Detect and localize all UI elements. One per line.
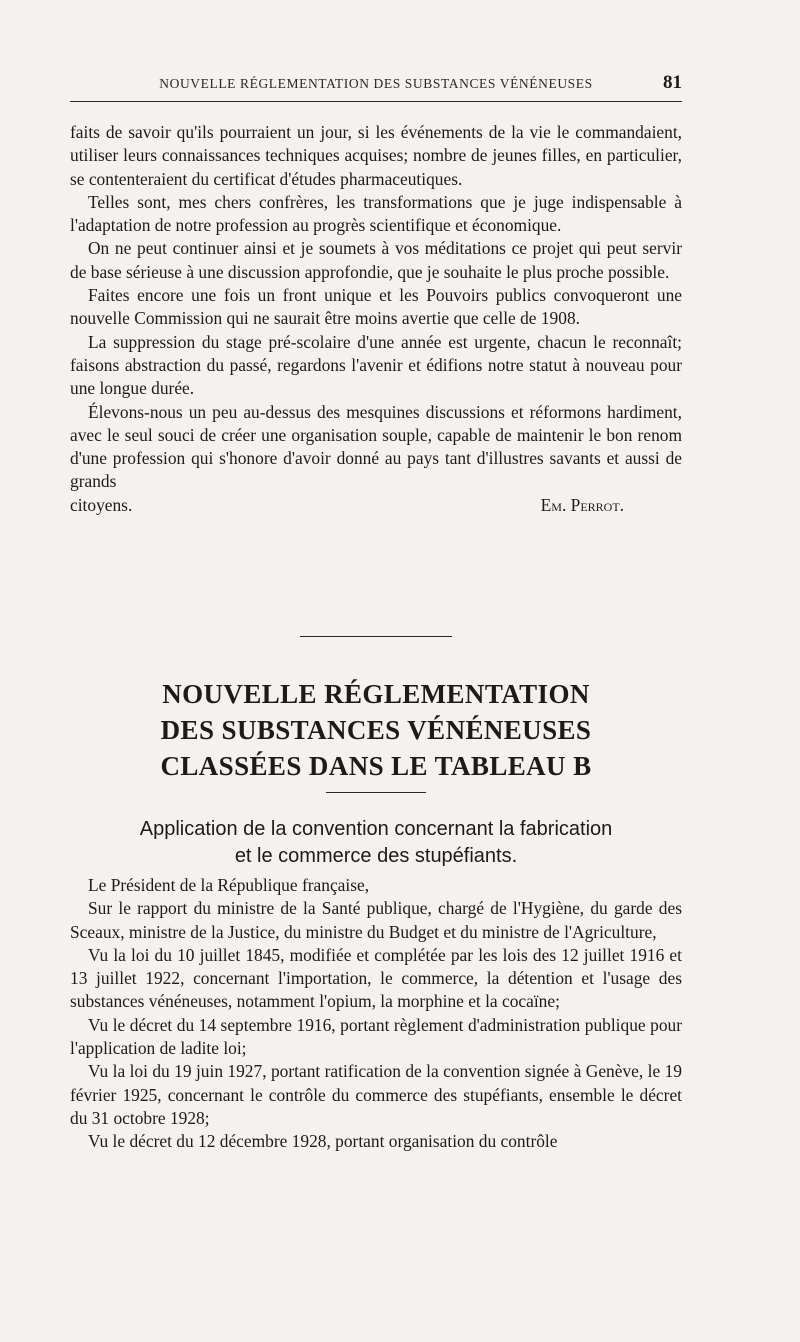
author-signature: Em. Perrot. bbox=[540, 494, 624, 515]
paragraph: Le Président de la République française, bbox=[88, 875, 370, 895]
title-line: NOUVELLE RÉGLEMENTATION bbox=[162, 679, 590, 709]
signature-line bbox=[70, 494, 682, 517]
running-title: NOUVELLE RÉGLEMENTATION DES SUBSTANCES VÉNÉNEUSES bbox=[159, 76, 593, 91]
section-separator bbox=[300, 636, 452, 637]
article-title bbox=[70, 676, 682, 784]
title-line: DES SUBSTANCES VÉNÉNEUSES bbox=[160, 715, 592, 745]
article-subtitle bbox=[70, 816, 682, 870]
paragraph: Telles sont, mes chers confrères, les transformations que je juge indispensable à l'adaptation de notre profession au progrès scientifique et économique. bbox=[70, 191, 682, 236]
paragraph: Élevons-nous un peu au-dessus des mesquines discussions et réformons hardiment, avec le seul souci de créer une organisation souple, capable de maintenir le bon renom d'une profession qui s'honore d'avoir donné au pays tant d'illustres savants et aussi de grands bbox=[70, 401, 682, 492]
title-separator bbox=[326, 792, 426, 793]
header-rule bbox=[70, 101, 682, 102]
title-line: CLASSÉES DANS LE TABLEAU B bbox=[160, 751, 592, 781]
paragraph-end: citoyens. bbox=[70, 494, 133, 515]
paragraph: Vu le décret du 14 septembre 1916, portant règlement d'administration publique pour l'application de ladite loi; bbox=[70, 1014, 682, 1059]
paragraph: Faites encore une fois un front unique et les Pouvoirs publics convoqueront une nouvelle Commission qui ne saurait être moins avertie que celle de 1908. bbox=[70, 285, 682, 329]
paragraph: Vu la loi du 19 juin 1927, portant ratification de la convention signée à Genève, le 19 février 1925, concernant le contrôle du commerce des stupéfiants, ensemble le décret du 31 octobre 1928; bbox=[70, 1061, 682, 1128]
running-header bbox=[70, 72, 682, 94]
page-number: 81 bbox=[663, 72, 682, 93]
paragraph: faits de savoir qu'ils pourraient un jour, si les événements de la vie le commandaient, utiliser leurs connaissances techniques acquises; nombre de jeunes filles, en particulier, se contenteraient du certificat d'études pharmaceutiques. bbox=[70, 122, 682, 189]
decree-text bbox=[70, 874, 682, 1154]
paragraph: Vu la loi du 10 juillet 1845, modifiée et complétée par les lois des 12 juillet 1916 et 13 juillet 1922, concernant l'importation, le commerce, la détention et l'usage des substances vénéneuses, notamment l'opium, la morphine et la cocaïne; bbox=[70, 944, 682, 1012]
paragraph: La suppression du stage pré-scolaire d'une année est urgente, chacun le reconnaît; faisons abstraction du passé, regardons l'avenir et édifions notre statut à nouveau pour une longue durée. bbox=[70, 331, 682, 399]
paragraph: Vu le décret du 12 décembre 1928, portant organisation du contrôle bbox=[88, 1131, 558, 1152]
intro-text bbox=[70, 121, 682, 517]
subtitle-line: Application de la convention concernant la fabrication bbox=[139, 818, 613, 840]
paragraph: Sur le rapport du ministre de la Santé publique, chargé de l'Hygiène, du garde des Sceaux, ministre de la Justice, du ministre du Budget et du ministre de l'Agriculture, bbox=[70, 898, 682, 942]
paragraph: On ne peut continuer ainsi et je soumets à vos méditations ce projet qui peut servir de base sérieuse à une discussion approfondie, que je souhaite le plus proche possible. bbox=[70, 238, 682, 282]
subtitle-line: et le commerce des stupéfiants. bbox=[234, 845, 518, 867]
